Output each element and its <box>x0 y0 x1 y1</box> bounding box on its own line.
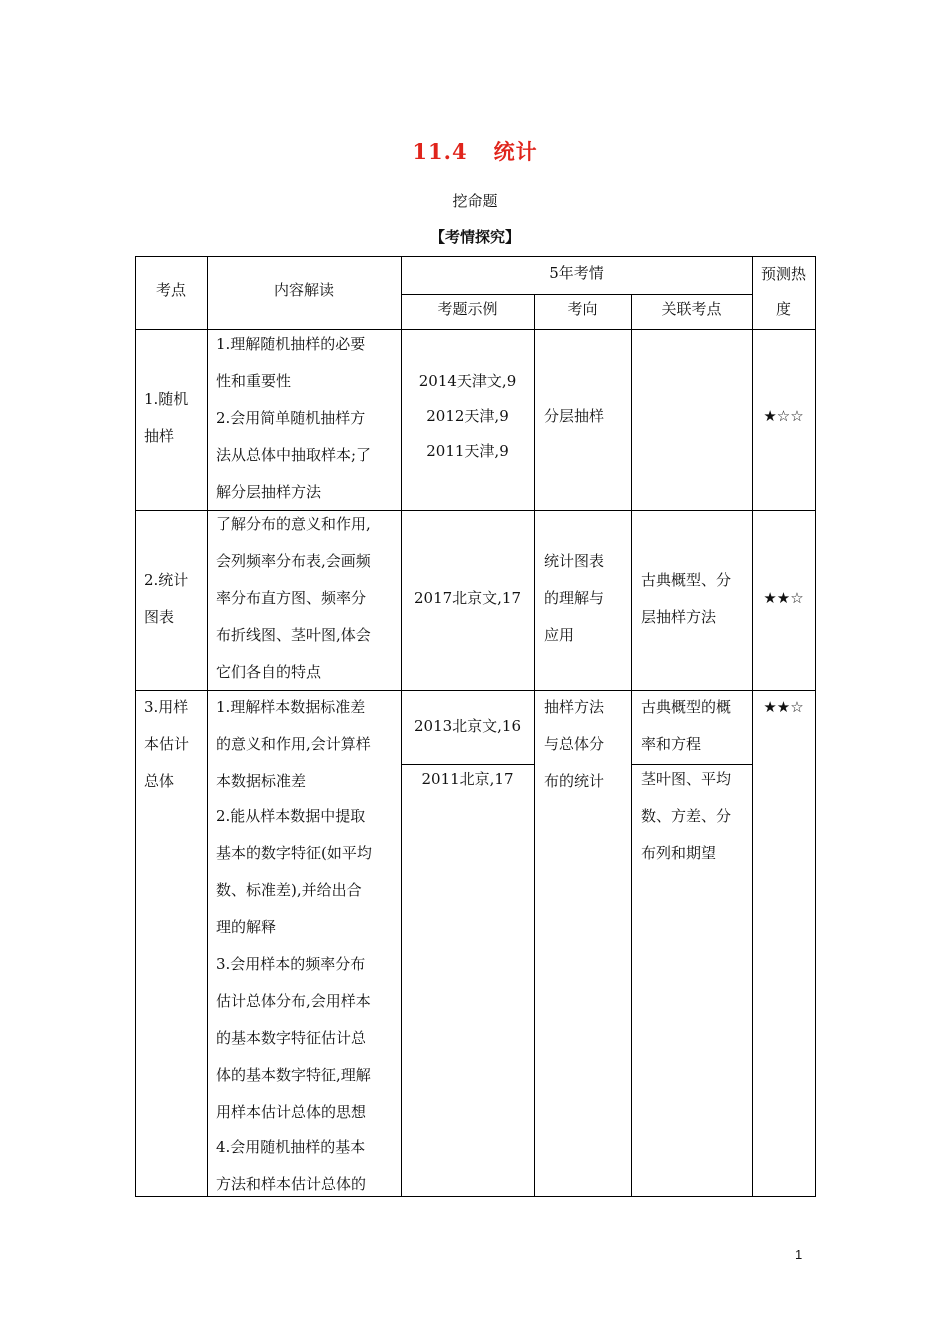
row2-shili-1: 2017北京文,17 <box>413 589 522 607</box>
row1-kaodian-1: 1.随机 <box>144 390 189 408</box>
section-number: 11.4 <box>412 139 468 164</box>
row1-kaoxiang-1: 分层抽样 <box>544 407 605 425</box>
row1-neirong-1: 1.理解随机抽样的必要 <box>216 335 366 353</box>
row3-neirong-13: 4.会用随机抽样的基本 <box>216 1138 366 1156</box>
row3-rating-stars: ★★☆ <box>763 698 804 716</box>
subtitle: 挖命题 <box>452 192 498 210</box>
row3-neirong-5: 基本的数字特征(如平均 <box>216 844 372 862</box>
header-wunian: 5年考情 <box>549 264 604 282</box>
row3-neirong-11: 体的基本数字特征,理解 <box>216 1066 371 1084</box>
row1-shili-3: 2011天津,9 <box>426 442 509 460</box>
row1-neirong-5: 解分层抽样方法 <box>216 483 322 501</box>
row2-kaoxiang-2: 的理解与 <box>544 589 605 607</box>
row1-rating-stars: ★☆☆ <box>763 407 804 425</box>
row1-neirong-4: 法从总体中抽取样本;了 <box>216 446 372 464</box>
row3-neirong-9: 估计总体分布,会用样本 <box>216 992 371 1010</box>
row3-kaoxiang-3: 布的统计 <box>544 772 605 790</box>
header-yuce-1: 预测热 <box>760 265 806 283</box>
row3-guanlian-4: 数、方差、分 <box>641 807 732 825</box>
row2-neirong-2: 会列频率分布表,会画频 <box>216 552 371 570</box>
row2-kaodian-1: 2.统计 <box>144 571 189 589</box>
header-guanlian: 关联考点 <box>661 300 722 318</box>
row3-kaodian-1: 3.用样 <box>144 698 189 716</box>
row3-shili-1: 2013北京文,16 <box>413 717 522 735</box>
row3-kaodian-3: 总体 <box>144 772 175 790</box>
row3-shili-2: 2011北京,17 <box>421 770 514 788</box>
header-shili: 考题示例 <box>437 300 498 318</box>
row3-guanlian-3: 茎叶图、平均 <box>641 770 732 788</box>
row1-shili-1: 2014天津文,9 <box>418 372 517 390</box>
section-heading: 【考情探究】 <box>429 228 520 246</box>
row3-neirong-6: 数、标准差),并给出合 <box>216 881 362 899</box>
row3-guanlian-1: 古典概型的概 <box>641 698 732 716</box>
header-kaodian: 考点 <box>155 281 186 299</box>
header-kaoxiang: 考向 <box>567 300 598 318</box>
row2-neirong-3: 率分布直方图、频率分 <box>216 589 367 607</box>
row3-kaoxiang-1: 抽样方法 <box>544 698 605 716</box>
row3-guanlian-2: 率和方程 <box>641 735 702 753</box>
row2-neirong-5: 它们各自的特点 <box>216 663 322 681</box>
row1-neirong-3: 2.会用简单随机抽样方 <box>216 409 366 427</box>
row3-guanlian-5: 布列和期望 <box>641 844 717 862</box>
row1-shili-2: 2012天津,9 <box>426 407 509 425</box>
row2-neirong-4: 布折线图、茎叶图,体会 <box>216 626 371 644</box>
row3-kaoxiang-2: 与总体分 <box>544 735 605 753</box>
header-yuce-2: 度 <box>775 300 791 318</box>
row2-guanlian-2: 层抽样方法 <box>641 608 717 626</box>
row3-neirong-1: 1.理解样本数据标准差 <box>216 698 366 716</box>
row2-kaoxiang-3: 应用 <box>544 626 575 644</box>
row3-neirong-7: 理的解释 <box>216 918 277 936</box>
page-number: 1 <box>795 1247 803 1262</box>
row3-neirong-14: 方法和样本估计总体的 <box>216 1175 367 1193</box>
row3-kaodian-2: 本估计 <box>144 735 190 753</box>
page-title <box>0 136 950 166</box>
header-neirong: 内容解读 <box>273 281 334 299</box>
row3-neirong-10: 的基本数字特征估计总 <box>216 1029 367 1047</box>
row3-neirong-3: 本数据标准差 <box>216 772 307 790</box>
row1-neirong-2: 性和重要性 <box>216 372 292 390</box>
exam-analysis-table <box>135 256 816 1197</box>
row3-neirong-12: 用样本估计总体的思想 <box>216 1103 367 1121</box>
row2-guanlian-1: 古典概型、分 <box>641 571 732 589</box>
row2-kaodian-2: 图表 <box>144 608 175 626</box>
row2-neirong-1: 了解分布的意义和作用, <box>216 515 371 533</box>
row3-neirong-4: 2.能从样本数据中提取 <box>216 807 366 825</box>
row1-kaodian-2: 抽样 <box>144 427 175 445</box>
row2-rating-stars: ★★☆ <box>763 589 804 607</box>
title-text: 统计 <box>493 139 538 164</box>
row3-neirong-8: 3.会用样本的频率分布 <box>216 955 366 973</box>
row3-neirong-2: 的意义和作用,会计算样 <box>216 735 371 753</box>
row2-kaoxiang-1: 统计图表 <box>544 552 605 570</box>
